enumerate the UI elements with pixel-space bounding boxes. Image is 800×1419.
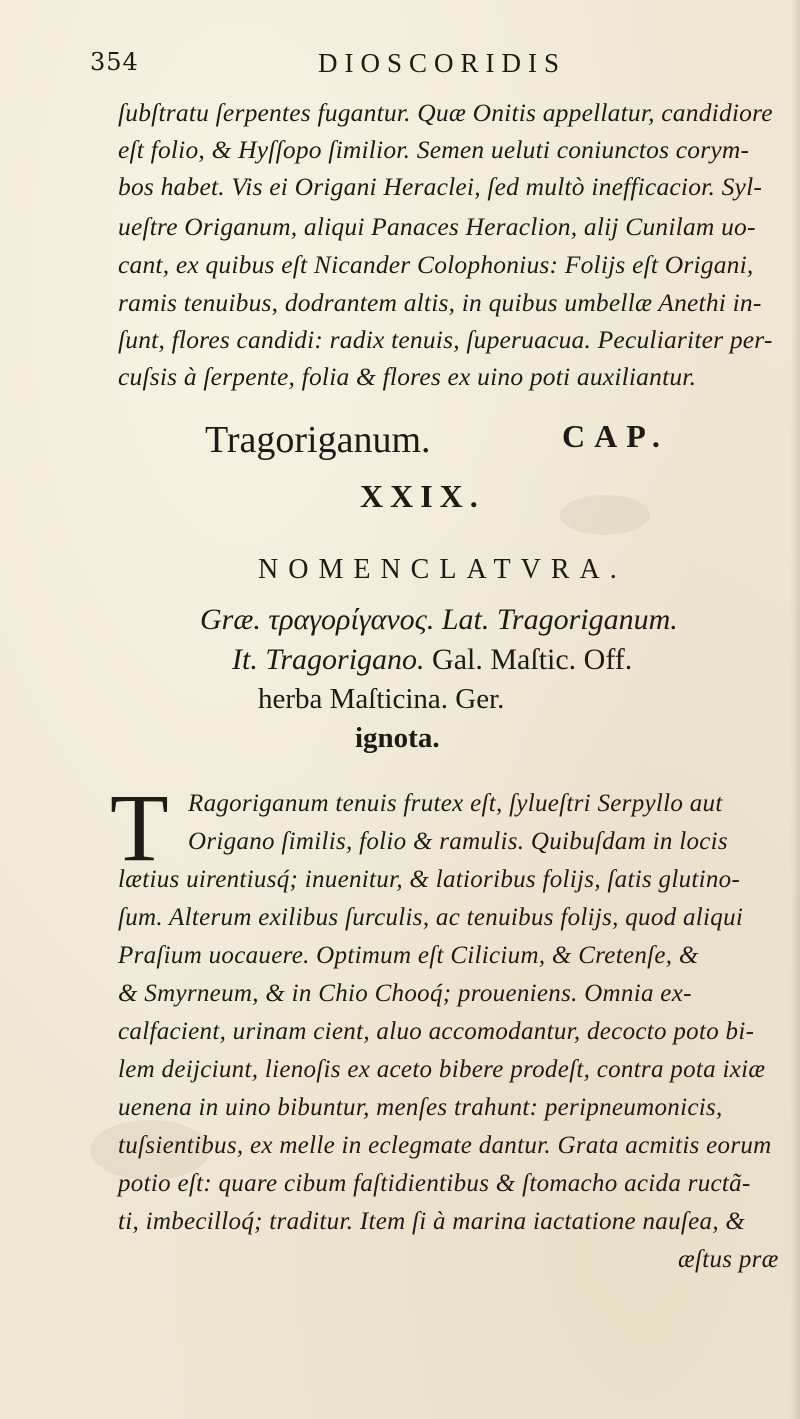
synonym-line <box>200 603 678 637</box>
synonym-german: ignota. <box>355 722 440 754</box>
text-line: lætius uirentiusq́; inuenitur, & latioribus folijs, ſatis glutino- <box>118 866 741 893</box>
synonym-line: herba Maſticina. Ger. <box>258 683 505 715</box>
chapter-heading <box>205 418 669 462</box>
text-line: Ragoriganum tenuis frutex eſt, ſylueſtri Serpyllo aut <box>188 790 723 817</box>
text-line: & Smyrneum, & in Chio Chooq́; proueniens. Omnia ex- <box>118 980 692 1007</box>
text-line: bos habet. Vis ei Origani Heraclei, ſed multò inefficacior. Syl- <box>118 172 763 201</box>
text-line: cant, ex quibus eſt Nicander Colophonius: Folijs eſt Origani, <box>118 250 754 279</box>
page-edge-shadow <box>790 0 800 1419</box>
synonym-italian: It. Tragorigano. <box>232 643 425 676</box>
text-line: cuſsis à ſerpente, folia & flores ex uino poti auxiliantur. <box>118 362 697 391</box>
text-line: eſt folio, & Hyſſopo ſimilior. Semen ueluti coniunctos corym- <box>118 135 750 164</box>
chapter-number: XXIX. <box>360 478 485 514</box>
synonym-line <box>232 643 632 677</box>
chapter-title: Tragoriganum. <box>205 419 431 461</box>
chapter-cap-label: CAP. <box>562 418 669 454</box>
text-line: tuſsientibus, ex melle in eclegmate dantur. Grata acmitis eorum <box>118 1132 772 1159</box>
text-line: ueſtre Origanum, aliqui Panaces Heraclion, alij Cunilam uo- <box>118 212 756 241</box>
text-line: ramis tenuibus, dodrantem altis, in quibus umbellæ Anethi in- <box>118 288 762 317</box>
nomenclatura-heading: NOMENCLATVRA. <box>258 554 627 585</box>
text-line: lem deijciunt, lienoſis ex aceto bibere prodeſt, contra pota ixiæ <box>118 1056 766 1083</box>
drop-capital: T <box>110 774 169 881</box>
catchword: æſtus præ <box>678 1246 779 1273</box>
text-line: uenena in uino bibuntur, menſes trahunt: peripneumonicis, <box>118 1094 723 1121</box>
paper-stain <box>560 495 650 535</box>
text-line: calfacient, urinam cient, aluo accomodantur, decocto poto bi- <box>118 1018 755 1045</box>
text-line: Origano ſimilis, folio & ramulis. Quibuſdam in locis <box>188 828 728 855</box>
text-line: Praſium uocauere. Optimum eſt Cilicium, & Cretenſe, & <box>118 942 699 969</box>
synonym-greek-latin: Græ. τραγορίγανος. Lat. Tragoriganum. <box>200 603 678 636</box>
text-line: ſum. Alterum exilibus ſurculis, ac tenuibus folijs, quod aliqui <box>118 904 744 931</box>
text-line: ſubſtratu ſerpentes fugantur. Quæ Onitis appellatur, candidiore <box>118 98 773 127</box>
text-line: ti, imbecilloq́; traditur. Item ſi à marina iactatione nauſea, & <box>118 1208 746 1235</box>
text-line: potio eſt: quare cibum faſtidientibus & ſtomacho acida ructã- <box>118 1170 751 1197</box>
running-header <box>0 44 800 84</box>
synonym-gallic-officinal: Gal. Maſtic. Off. <box>424 643 633 676</box>
running-title: DIOSCORIDIS <box>318 48 567 78</box>
page-number: 354 <box>90 48 139 76</box>
text-line: ſunt, flores candidi: radix tenuis, ſuperuacua. Peculiariter per- <box>118 325 773 354</box>
